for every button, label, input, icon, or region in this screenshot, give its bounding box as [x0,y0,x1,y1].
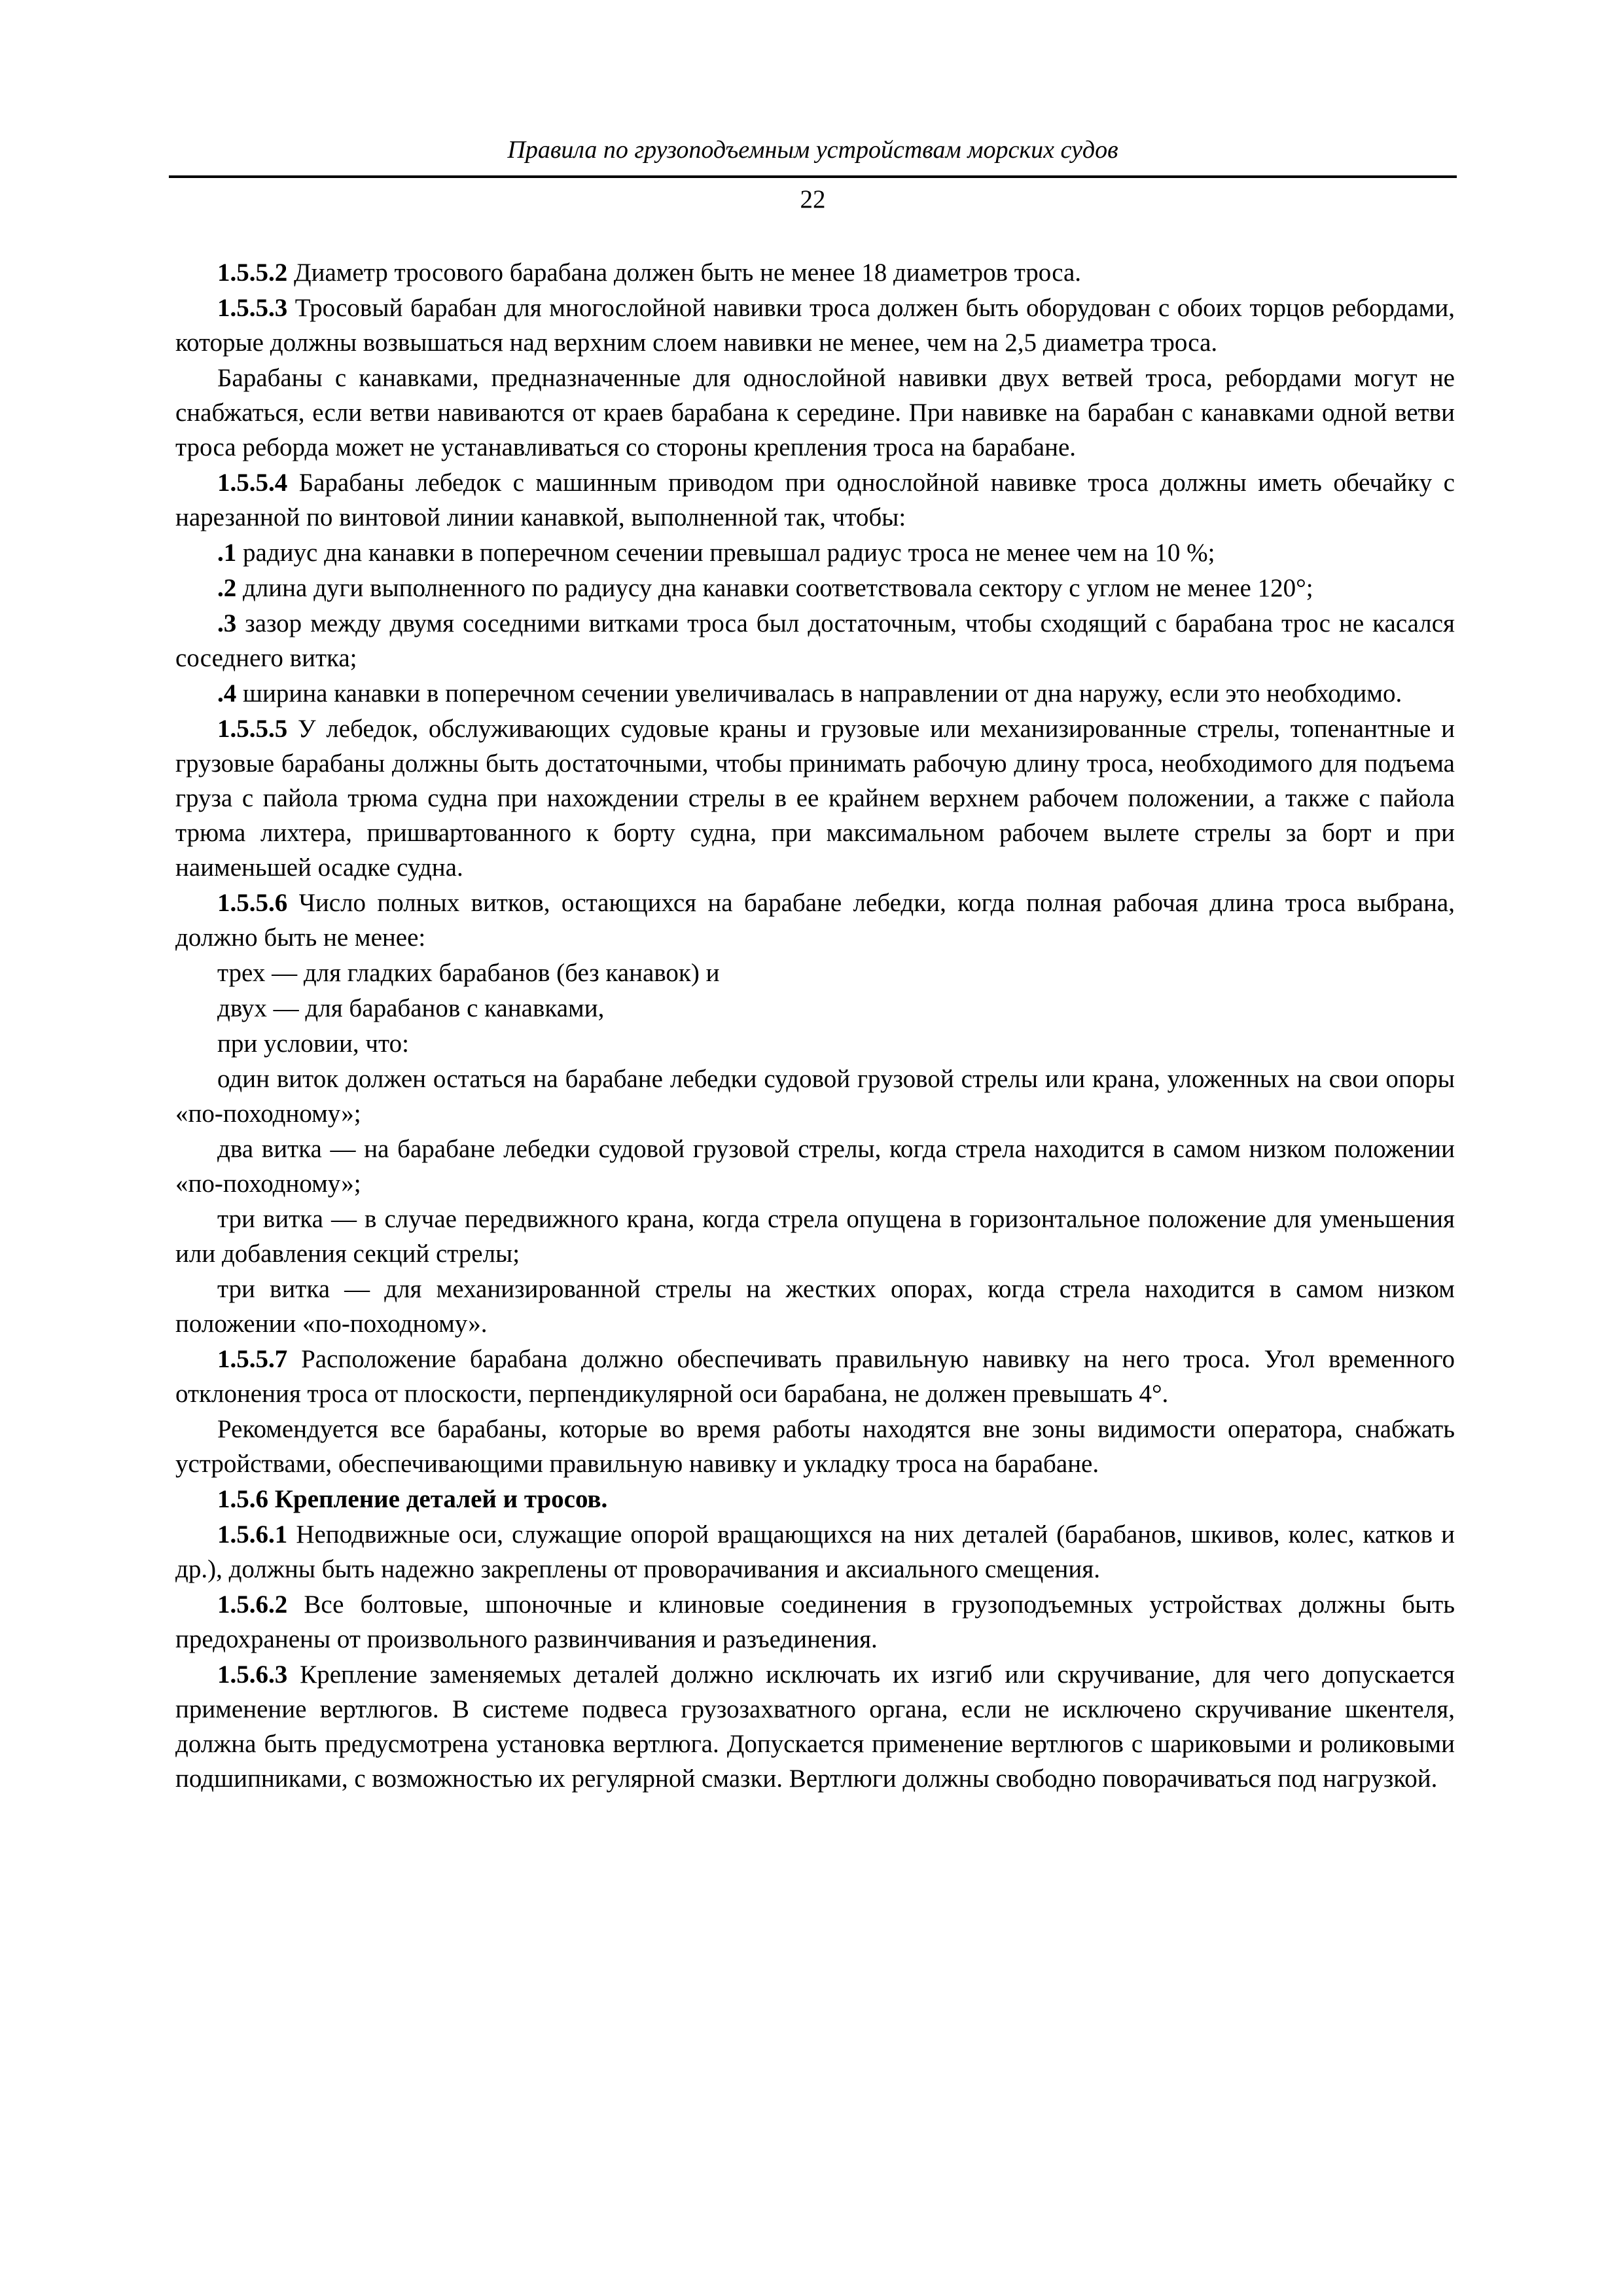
clause-number: 1.5.5.2 [217,259,288,287]
list-item-1 [175,535,1455,570]
paragraph-text: зазор между двумя соседними витками троса был достаточным, чтобы сходящий с барабана трос не касался соседнего витка; [175,609,1455,672]
item-number: .3 [217,609,237,637]
section-title: Крепление деталей и тросов. [268,1485,608,1513]
paragraph-1-5-6-2 [175,1587,1455,1657]
section-number: 1.5.6 [217,1485,268,1513]
paragraph-text: Тросовый барабан для многослойной навивки троса должен быть оборудован с обоих торцов ребордами, которые должны возвышаться над верхним слоем навивки не менее, чем на 2,5 диаметра троса. [175,294,1455,357]
paragraph [175,1412,1455,1481]
paragraph-text: один виток должен остаться на барабане лебедки судовой грузовой стрелы или крана, уложенных на свои опоры «по-походному»; [175,1065,1455,1128]
paragraph-1-5-5-3 [175,291,1455,360]
paragraph-text: два витка — на барабане лебедки судовой грузовой стрелы, когда стрела находится в самом низком положении «по-походному»; [175,1135,1455,1198]
paragraph [175,1272,1455,1341]
paragraph-1-5-5-7 [175,1342,1455,1411]
paragraph-text: Крепление заменяемых деталей должно исключать их изгиб или скручивание, для чего допускается применение вертлюгов. В системе подвеса грузозахватного органа, если не исключено скручивание шкентеля, должна быть предусмотрена установка вертлюга. Допускается применение вертлюгов с шариковыми и роликовыми подшипниками, с возможностью их регулярной смазки. Вертлюги должны свободно поворачиваться под нагрузкой. [175,1660,1455,1793]
list-item-2 [175,571,1455,605]
paragraph-1-5-6-3 [175,1657,1455,1796]
paragraph-text: Расположение барабана должно обеспечивать правильную навивку на него троса. Угол временного отклонения троса от плоскости, перпендикулярной оси барабана, не должен превышать 4°. [175,1345,1455,1408]
paragraph-text: трех — для гладких барабанов (без канавок) и [217,959,720,987]
paragraph-1-5-5-5 [175,711,1455,885]
paragraph-text: Рекомендуется все барабаны, которые во время работы находятся вне зоны видимости оператора, снабжать устройствами, обеспечивающими правильную навивку и укладку троса на барабане. [175,1415,1455,1478]
paragraph [175,1026,1455,1061]
running-header: Правила по грузоподъемным устройствам морских судов [507,136,1118,164]
paragraph [175,1132,1455,1201]
item-number: .4 [217,679,237,708]
list-item-4 [175,676,1455,711]
clause-number: 1.5.5.4 [217,469,288,497]
paragraph-text: длина дуги выполненного по радиусу дна канавки соответствовала сектору с углом не менее 120°; [236,574,1313,602]
paragraph [175,991,1455,1026]
document-body [175,255,1455,1797]
paragraph [175,956,1455,990]
paragraph-1-5-5-2 [175,255,1455,290]
paragraph-text: радиус дна канавки в поперечном сечении превышал радиус троса не менее чем на 10 %; [236,539,1215,567]
clause-number: 1.5.6.3 [217,1660,288,1689]
item-number: .1 [217,539,237,567]
paragraph-text: три витка — для механизированной стрелы на жестких опорах, когда стрела находится в самом низком положении «по-походному». [175,1275,1455,1338]
clause-number: 1.5.6.2 [217,1590,288,1619]
paragraph-text: Все болтовые, шпоночные и клиновые соединения в грузоподъемных устройствах должны быть предохранены от произвольного развинчивания и разъединения. [175,1590,1455,1653]
clause-number: 1.5.6.1 [217,1520,288,1549]
paragraph-text: У лебедок, обслуживающих судовые краны и грузовые или механизированные стрелы, топенантные и грузовые барабаны должны быть достаточными, чтобы принимать рабочую длину троса, необходимого для подъема груза с пайола трюма судна при нахождении стрелы в ее крайнем верхнем рабочем положении, а также с пайола трюма лихтера, пришвартованного к борту судна, при максимальном рабочем вылете стрелы за борт и при наименьшей осадке судна. [175,715,1455,882]
paragraph-text: Барабаны лебедок с машинным приводом при однослойной навивке троса должны иметь обечайку с нарезанной по винтовой линии канавкой, выполненной так, чтобы: [175,469,1455,531]
paragraph [175,1202,1455,1271]
paragraph-text: Число полных витков, остающихся на барабане лебедки, когда полная рабочая длина троса выбрана, должно быть не менее: [175,889,1455,952]
paragraph-text: Диаметр тросового барабана должен быть не менее 18 диаметров троса. [287,259,1082,287]
clause-number: 1.5.5.5 [217,715,288,743]
clause-number: 1.5.5.7 [217,1345,288,1373]
paragraph-text: двух — для барабанов с канавками, [217,994,605,1022]
page-number: 22 [800,185,826,213]
item-number: .2 [217,574,237,602]
paragraph-1-5-5-4 [175,465,1455,535]
clause-number: 1.5.5.3 [217,294,288,322]
paragraph-text: Неподвижные оси, служащие опорой вращающихся на них деталей (барабанов, шкивов, колес, катков и др.), должны быть надежно закреплены от проворачивания и аксиального смещения. [175,1520,1455,1583]
paragraph-text: три витка — в случае передвижного крана, когда стрела опущена в горизонтальное положение для уменьшения или добавления секций стрелы; [175,1205,1455,1268]
paragraph-text: при условии, что: [217,1030,409,1058]
paragraph-1-5-5-6 [175,886,1455,955]
paragraph-text: ширина канавки в поперечном сечении увеличивалась в направлении от дна наружу, если это необходимо. [236,679,1402,708]
list-item-3 [175,606,1455,675]
paragraph [175,1062,1455,1131]
section-heading-1-5-6 [175,1482,1455,1516]
header-rule [169,175,1457,178]
clause-number: 1.5.5.6 [217,889,288,917]
paragraph-1-5-6-1 [175,1517,1455,1587]
paragraph [175,361,1455,465]
paragraph-text: Барабаны с канавками, предназначенные для однослойной навивки двух ветвей троса, ребордами могут не снабжаться, если ветви навиваются от краев барабана к середине. При навивке на барабан с канавками одной ветви троса реборда может не устанавливаться со стороны крепления троса на барабане. [175,364,1455,461]
